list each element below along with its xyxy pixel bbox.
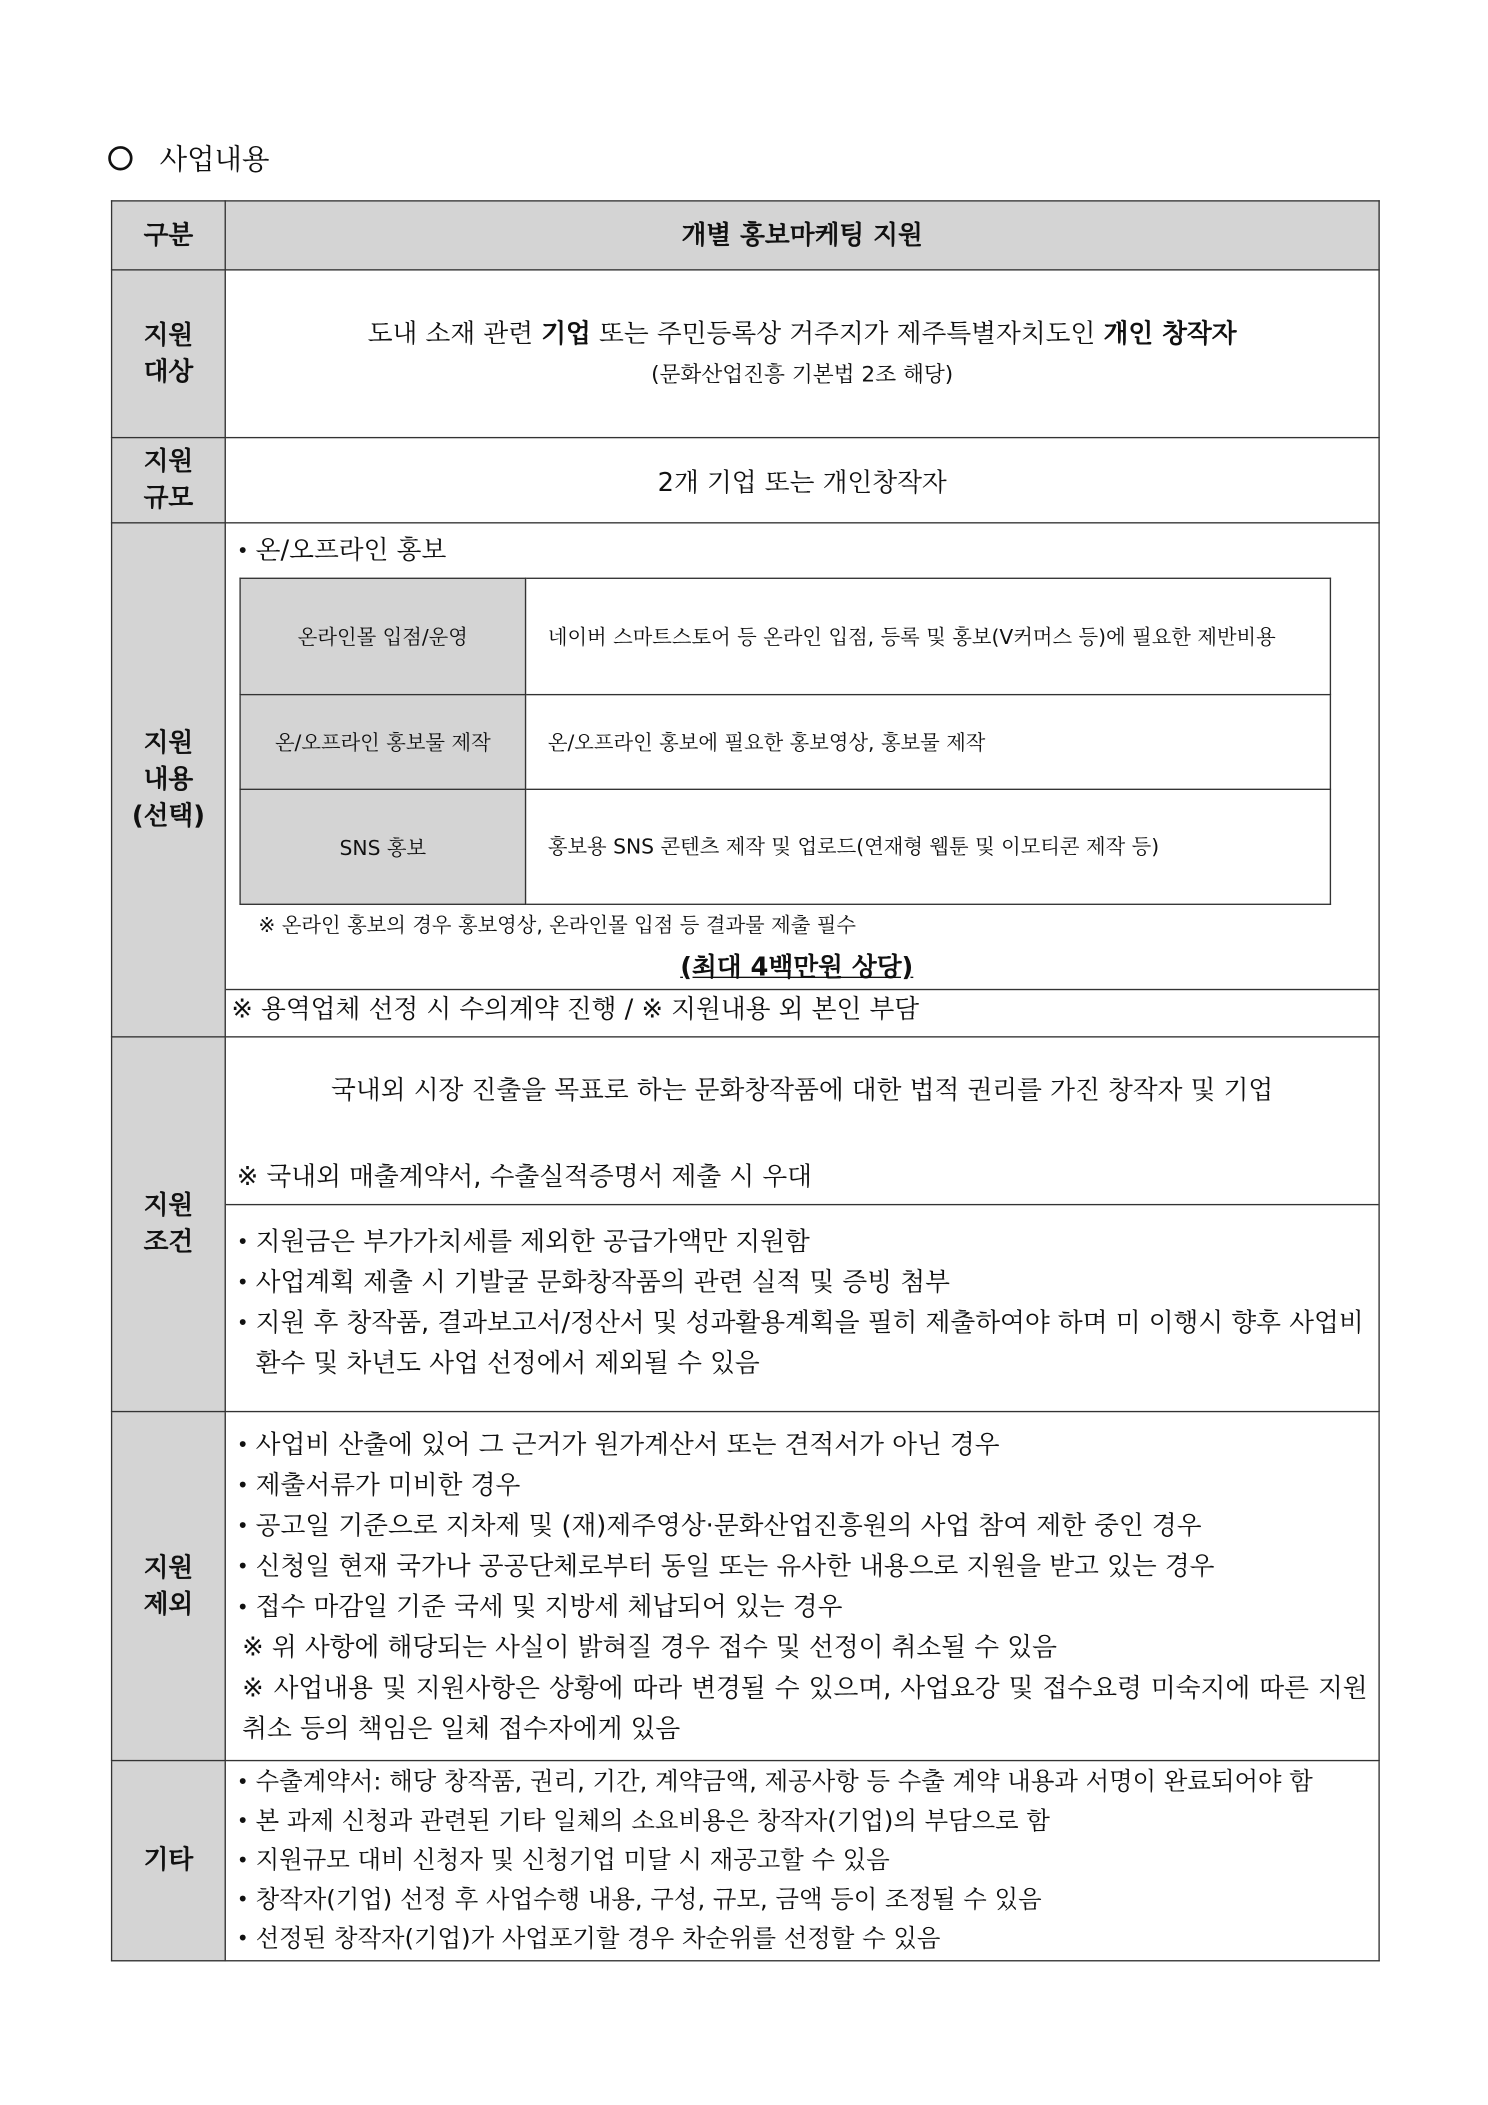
target-text-creator: 개인 창작자 bbox=[1103, 318, 1237, 349]
conditions-list bbox=[226, 1222, 1379, 1384]
target-text-c: 또는 주민등록상 거주지가 제주특별자치도인 bbox=[590, 318, 1104, 349]
content-note: ※ 온라인 홍보의 경우 홍보영상, 온라인몰 입점 등 결과물 제출 필수 bbox=[258, 913, 856, 938]
target-text-a: 도내 소재 관련 bbox=[367, 318, 542, 349]
conditions-row bbox=[112, 1037, 1380, 1412]
list-item: • 지원금은 부가가치세를 제외한 공급가액만 지원함 bbox=[237, 1222, 1368, 1263]
promotion-options-table bbox=[239, 578, 1331, 905]
option-desc: 네이버 스마트스토어 등 온라인 입점, 등록 및 홍보(V커머스 등)에 필요한 제반비용 bbox=[526, 578, 1331, 694]
conditions-bottom bbox=[226, 1204, 1379, 1384]
exclusion-row bbox=[112, 1412, 1380, 1761]
list-item: • 본 과제 신청과 관련된 기타 일체의 소요비용은 창작자(기업)의 부담으로 함 bbox=[237, 1802, 1368, 1841]
list-item: • 신청일 현재 국가나 공공단체로부터 동일 또는 유사한 내용으로 지원을 받고 있는 경우 bbox=[237, 1545, 1368, 1586]
content-footer-note: ※ 용역업체 선정 시 수의계약 진행 / ※ 지원내용 외 본인 부담 bbox=[226, 989, 1379, 1030]
list-item: • 공고일 기준으로 지차제 및 (재)제주영상·문화산업진흥원의 사업 참여 제한 중인 경우 bbox=[237, 1505, 1368, 1546]
etc-cell bbox=[225, 1761, 1379, 1961]
circle-bullet-icon bbox=[108, 146, 132, 170]
exclusion-cell bbox=[225, 1412, 1379, 1761]
content-cell bbox=[225, 523, 1379, 1037]
target-row bbox=[112, 270, 1380, 438]
target-line-1 bbox=[226, 313, 1379, 354]
content-row bbox=[112, 523, 1380, 1037]
table-header-row bbox=[112, 201, 1380, 270]
exclusion-note: ※ 사업내용 및 지원사항은 상황에 따라 변경될 수 있으며, 사업요강 및 접수요령 미숙지에 따른 지원취소 등의 책임은 일체 접수자에게 있음 bbox=[242, 1672, 1368, 1743]
content-bullet-block bbox=[226, 524, 1379, 578]
target-line-2: (문화산업진흥 기본법 2조 해당) bbox=[651, 360, 954, 387]
target-label: 지원 대상 bbox=[112, 270, 226, 438]
list-item: • 접수 마감일 기준 국세 및 지방세 체납되어 있는 경우 bbox=[237, 1586, 1368, 1627]
list-item: • 수출계약서: 해당 창작품, 권리, 기간, 계약금액, 제공사항 등 수출 계약 내용과 서명이 완료되어야 함 bbox=[237, 1763, 1368, 1802]
exclusion-label: 지원 제외 bbox=[112, 1412, 226, 1761]
option-name: SNS 홍보 bbox=[240, 789, 525, 904]
conditions-note: ※ 국내외 매출계약서, 수출실적증명서 제출 시 우대 bbox=[236, 1161, 813, 1192]
exclusion-note: ※ 위 사항에 해당되는 사실이 밝혀질 경우 접수 및 선정이 취소될 수 있음 bbox=[242, 1632, 1057, 1662]
option-desc: 온/오프라인 홍보에 필요한 홍보영상, 홍보물 제작 bbox=[526, 695, 1331, 790]
list-item: • 지원규모 대비 신청자 및 신청기업 미달 시 재공고할 수 있음 bbox=[237, 1841, 1368, 1880]
conditions-cell bbox=[225, 1037, 1379, 1412]
scale-row bbox=[112, 438, 1380, 523]
promotion-option-row bbox=[240, 789, 1330, 904]
scale-label: 지원 규모 bbox=[112, 438, 226, 523]
target-content bbox=[225, 270, 1379, 438]
scale-content: 2개 기업 또는 개인창작자 bbox=[225, 438, 1379, 523]
conditions-main: 국내외 시장 진출을 목표로 하는 문화창작품에 대한 법적 권리를 가진 창작자 및 기업 bbox=[331, 1075, 1274, 1106]
conditions-label: 지원 조건 bbox=[112, 1037, 226, 1412]
list-item: • 지원 후 창작품, 결과보고서/정산서 및 성과활용계획을 필히 제출하여야 하며 미 이행시 향후 사업비 환수 및 차년도 사업 선정에서 제외될 수 있음 bbox=[237, 1303, 1368, 1384]
header-title-cell: 개별 홍보마케팅 지원 bbox=[225, 201, 1379, 270]
etc-label: 기타 bbox=[112, 1761, 226, 1961]
section-heading bbox=[108, 138, 269, 179]
header-label-cell: 구분 bbox=[112, 201, 226, 270]
business-content-table bbox=[111, 200, 1380, 1961]
section-heading-text: 사업내용 bbox=[159, 143, 270, 176]
option-name: 온라인몰 입점/운영 bbox=[240, 578, 525, 694]
content-label: 지원 내용 (선택) bbox=[112, 523, 226, 1037]
list-item: • 사업계획 제출 시 기발굴 문화창작품의 관련 실적 및 증빙 첨부 bbox=[237, 1262, 1368, 1303]
content-max-amount: (최대 4백만원 상당) bbox=[680, 952, 914, 983]
exclusion-list bbox=[226, 1424, 1379, 1627]
etc-list bbox=[226, 1763, 1379, 1959]
promotion-option-row bbox=[240, 578, 1330, 694]
option-name: 온/오프라인 홍보물 제작 bbox=[240, 695, 525, 790]
list-item: • 사업비 산출에 있어 그 근거가 원가계산서 또는 견적서가 아닌 경우 bbox=[237, 1424, 1368, 1465]
option-desc: 홍보용 SNS 콘텐츠 제작 및 업로드(연재형 웹툰 및 이모티콘 제작 등) bbox=[526, 789, 1331, 904]
conditions-top bbox=[226, 1038, 1379, 1204]
list-item: • 선정된 창작자(기업)가 사업포기할 경우 차순위를 선정할 수 있음 bbox=[237, 1920, 1368, 1959]
list-item: • 창작자(기업) 선정 후 사업수행 내용, 구성, 규모, 금액 등이 조정될 수 있음 bbox=[237, 1880, 1368, 1919]
content-bullet: • 온/오프라인 홍보 bbox=[237, 530, 447, 571]
list-item: • 제출서류가 미비한 경우 bbox=[237, 1464, 1368, 1505]
etc-row bbox=[112, 1761, 1380, 1961]
promotion-option-row bbox=[240, 695, 1330, 790]
target-text-company: 기업 bbox=[541, 318, 591, 349]
